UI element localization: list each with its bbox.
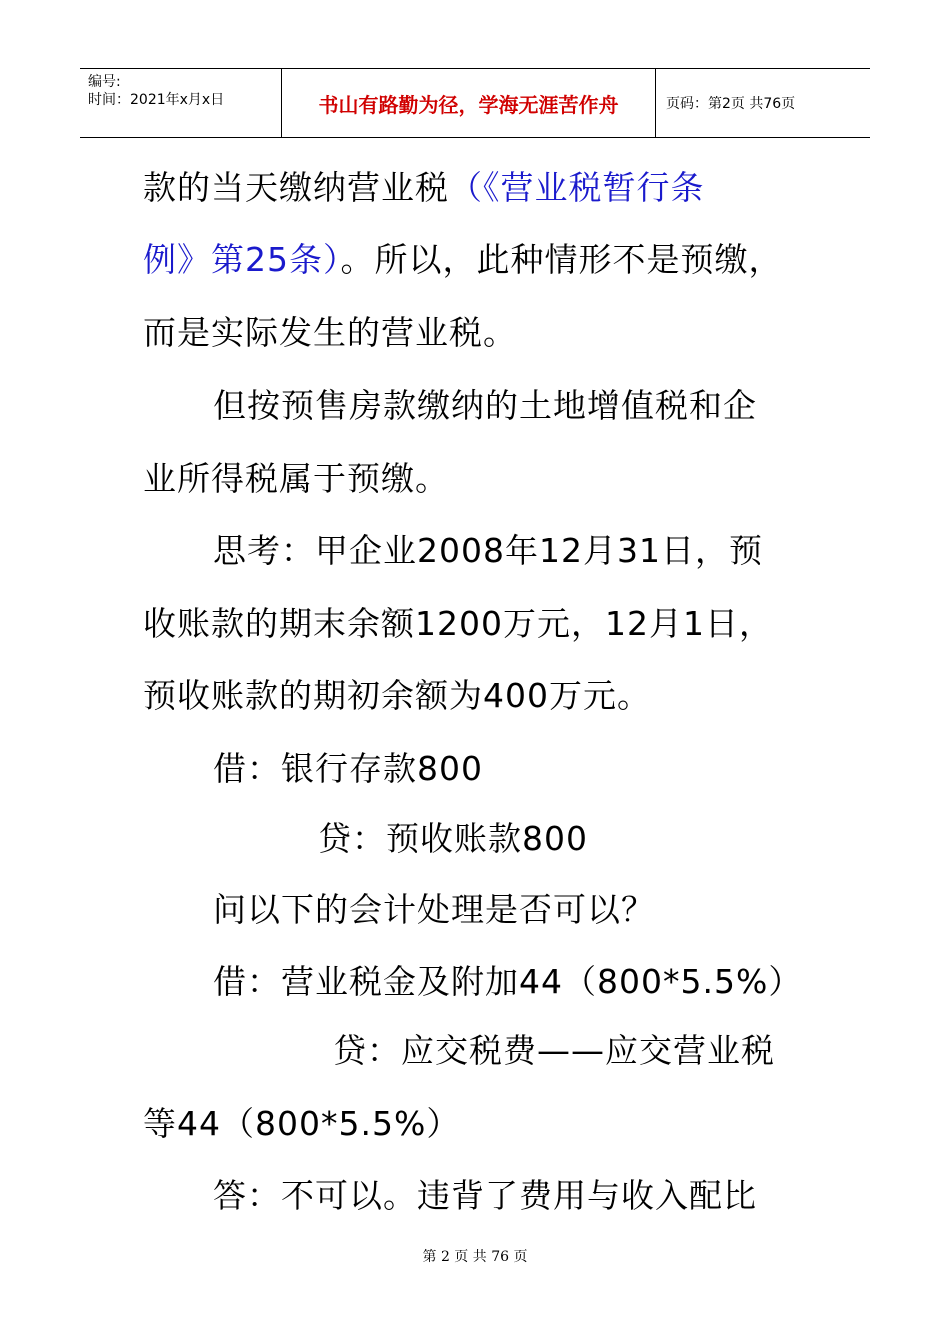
body-text: 。所以，此种情形不是预缴， [340,240,783,279]
body-line-3: 而是实际发生的营业税。 [143,313,517,352]
journal-debit-line-2: 借：营业税金及附加44（800*5.5%） [213,962,803,1001]
body-line-5: 业所得税属于预缴。 [143,459,449,498]
page-header [80,68,870,138]
motto-text: 书山有路勤为径，学海无涯苦作舟 [318,92,619,117]
body-line-14: 等44（800*5.5%） [143,1104,461,1143]
body-line-1 [143,168,705,208]
answer-line: 答：不可以。违背了费用与收入配比 [213,1176,757,1215]
journal-credit-line: 贷：预收账款800 [318,819,588,858]
regulation-reference: （《营业税暂行条 [449,168,705,207]
document-number: 编号: [88,74,121,90]
header-meta-cell [80,69,282,137]
body-line-8: 预收账款的期初余额为400万元。 [143,676,651,715]
header-page-cell [656,69,870,137]
body-text: 款的当天缴纳营业税 [143,168,449,207]
journal-credit-line-2: 贷：应交税费——应交营业税 [333,1031,775,1070]
document-date: 时间：2021年x月x日 [88,92,225,108]
regulation-reference: 例》第25条） [143,240,341,279]
body-line-2 [143,240,783,280]
journal-debit-line: 借：银行存款800 [213,749,483,788]
page-info: 页码：第2页 共76页 [666,96,796,112]
header-motto-cell [282,69,656,137]
body-line-4: 但按预售房款缴纳的土地增值税和企 [213,386,757,425]
body-line-6: 思考：甲企业2008年12月31日，预 [213,531,763,570]
body-question-line: 问以下的会计处理是否可以？ [213,890,655,929]
body-line-7: 收账款的期末余额1200万元，12月1日， [143,604,773,643]
page-footer: 第 2 页 共 76 页 [422,1249,528,1265]
